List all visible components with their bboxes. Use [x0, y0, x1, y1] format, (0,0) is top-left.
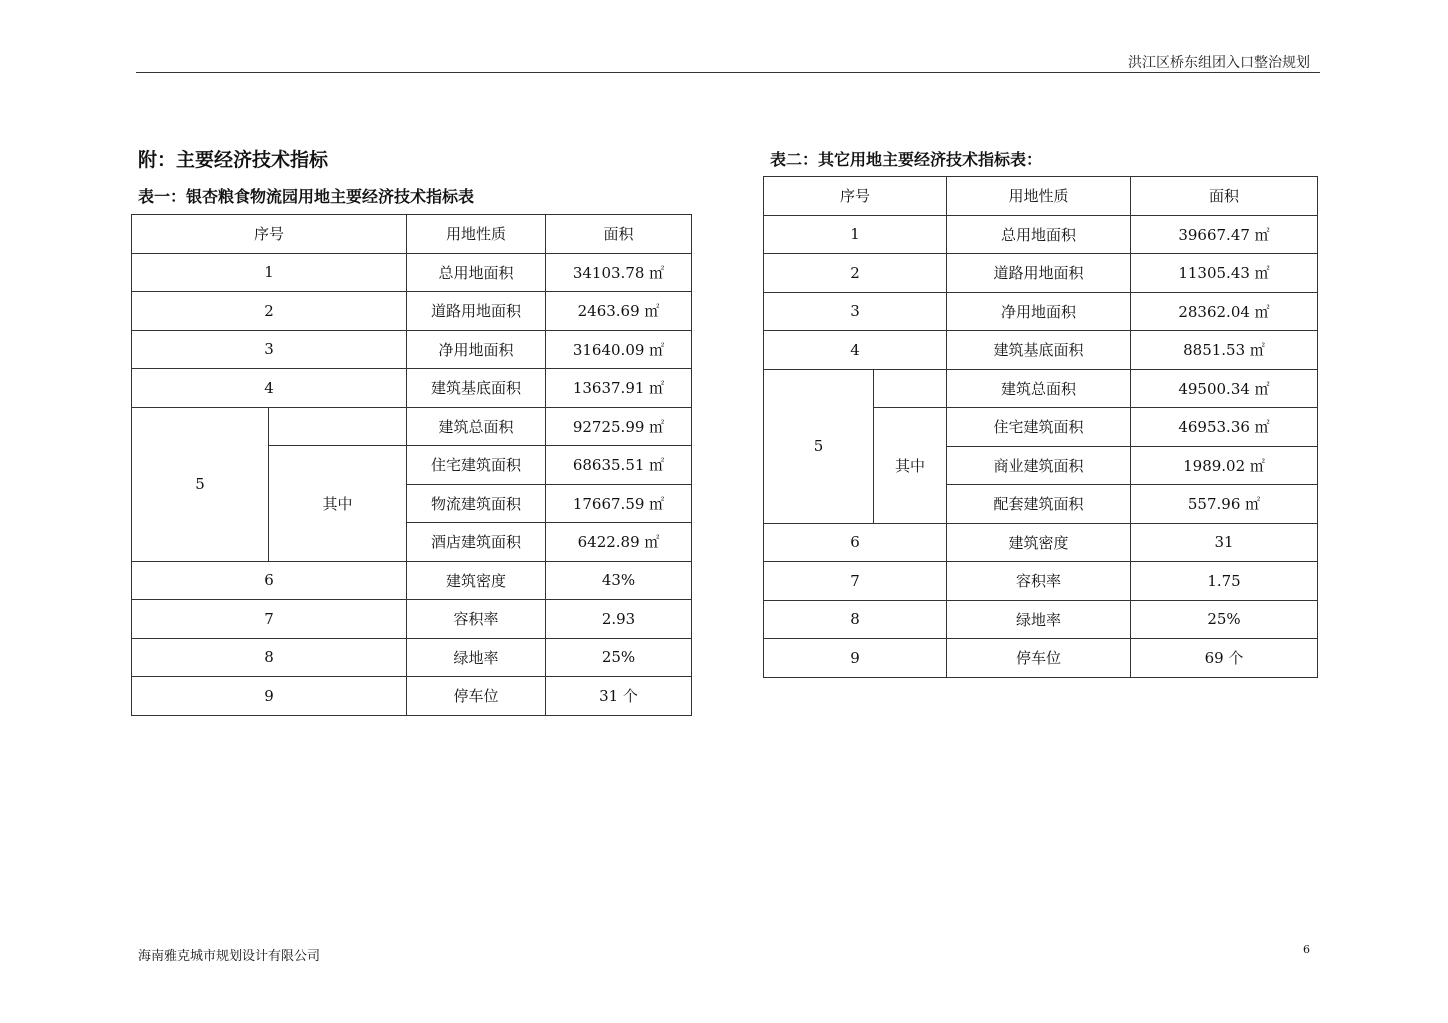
cell-type: 绿地率	[947, 600, 1131, 639]
table-row	[764, 331, 1318, 370]
cell-no: 7	[132, 600, 407, 639]
table-header-row	[764, 177, 1318, 216]
cell-value: 13637.91 ㎡	[546, 369, 692, 408]
cell-type: 商业建筑面积	[947, 446, 1131, 485]
cell-empty	[269, 407, 407, 446]
table-row	[764, 639, 1318, 678]
cell-type: 净用地面积	[947, 292, 1131, 331]
cell-type: 物流建筑面积	[407, 484, 546, 523]
cell-type: 道路用地面积	[407, 292, 546, 331]
cell-value: 25%	[1131, 600, 1318, 639]
cell-type: 道路用地面积	[947, 254, 1131, 293]
cell-no: 3	[132, 330, 407, 369]
cell-value: 34103.78 ㎡	[546, 253, 692, 292]
cell-type: 建筑总面积	[947, 369, 1131, 408]
cell-no: 1	[132, 253, 407, 292]
table-row	[132, 292, 692, 331]
table2-title: 表二：其它用地主要经济技术指标表：	[770, 150, 1043, 169]
cell-value: 39667.47 ㎡	[1131, 215, 1318, 254]
cell-no: 8	[132, 638, 407, 677]
cell-value: 43%	[546, 561, 692, 600]
table-row	[764, 523, 1318, 562]
table-row	[764, 369, 1318, 408]
header-cell-type: 用地性质	[947, 177, 1131, 216]
cell-type: 绿地率	[407, 638, 546, 677]
cell-value: 2463.69 ㎡	[546, 292, 692, 331]
header-cell-area: 面积	[1131, 177, 1318, 216]
table-row	[132, 677, 692, 716]
cell-sub-label: 其中	[269, 446, 407, 562]
cell-type: 净用地面积	[407, 330, 546, 369]
cell-type: 总用地面积	[947, 215, 1131, 254]
cell-value: 1989.02 ㎡	[1131, 446, 1318, 485]
cell-value: 31	[1131, 523, 1318, 562]
cell-value: 92725.99 ㎡	[546, 407, 692, 446]
table-row	[132, 407, 692, 446]
cell-type: 建筑总面积	[407, 407, 546, 446]
table-row	[132, 638, 692, 677]
cell-no: 6	[764, 523, 947, 562]
cell-no: 8	[764, 600, 947, 639]
cell-value: 46953.36 ㎡	[1131, 408, 1318, 447]
table-row	[132, 561, 692, 600]
cell-no: 2	[132, 292, 407, 331]
header-title: 洪江区桥东组团入口整治规划	[1128, 55, 1310, 71]
cell-group-no: 5	[132, 407, 269, 561]
header-cell-no: 序号	[132, 215, 407, 254]
cell-value: 49500.34 ㎡	[1131, 369, 1318, 408]
table-row	[132, 369, 692, 408]
table-row	[764, 254, 1318, 293]
cell-type: 停车位	[407, 677, 546, 716]
main-title: 附：主要经济技术指标	[138, 149, 329, 171]
cell-no: 2	[764, 254, 947, 293]
cell-type: 停车位	[947, 639, 1131, 678]
cell-type: 建筑密度	[947, 523, 1131, 562]
cell-type: 建筑基底面积	[407, 369, 546, 408]
cell-group-no: 5	[764, 369, 874, 523]
cell-value: 68635.51 ㎡	[546, 446, 692, 485]
footer-company: 海南雅克城市规划设计有限公司	[138, 949, 321, 964]
cell-value: 69 个	[1131, 639, 1318, 678]
cell-no: 3	[764, 292, 947, 331]
cell-no: 1	[764, 215, 947, 254]
table-row	[764, 600, 1318, 639]
table2	[763, 176, 1318, 678]
cell-type: 建筑基底面积	[947, 331, 1131, 370]
cell-type: 建筑密度	[407, 561, 546, 600]
cell-no: 9	[132, 677, 407, 716]
cell-type: 容积率	[947, 562, 1131, 601]
cell-value: 557.96 ㎡	[1131, 485, 1318, 524]
cell-type: 住宅建筑面积	[947, 408, 1131, 447]
cell-value: 11305.43 ㎡	[1131, 254, 1318, 293]
header-cell-no: 序号	[764, 177, 947, 216]
cell-no: 6	[132, 561, 407, 600]
table-row	[764, 562, 1318, 601]
cell-value: 1.75	[1131, 562, 1318, 601]
cell-value: 31 个	[546, 677, 692, 716]
header-cell-type: 用地性质	[407, 215, 546, 254]
table-header-row	[132, 215, 692, 254]
table-row	[132, 600, 692, 639]
cell-value: 17667.59 ㎡	[546, 484, 692, 523]
cell-type: 酒店建筑面积	[407, 523, 546, 562]
header-rule	[136, 72, 1320, 73]
cell-no: 4	[132, 369, 407, 408]
cell-type: 总用地面积	[407, 253, 546, 292]
table-row	[132, 253, 692, 292]
header-cell-area: 面积	[546, 215, 692, 254]
cell-value: 25%	[546, 638, 692, 677]
cell-type: 住宅建筑面积	[407, 446, 546, 485]
page-number: 6	[1303, 943, 1310, 956]
cell-value: 2.93	[546, 600, 692, 639]
cell-value: 31640.09 ㎡	[546, 330, 692, 369]
cell-value: 8851.53 ㎡	[1131, 331, 1318, 370]
table-row	[132, 330, 692, 369]
cell-no: 9	[764, 639, 947, 678]
table-row	[764, 292, 1318, 331]
table-row	[764, 215, 1318, 254]
table1-title: 表一：银杏粮食物流园用地主要经济技术指标表	[138, 187, 475, 206]
cell-empty	[874, 369, 947, 408]
cell-no: 7	[764, 562, 947, 601]
cell-type: 配套建筑面积	[947, 485, 1131, 524]
cell-value: 6422.89 ㎡	[546, 523, 692, 562]
table1	[131, 214, 692, 716]
cell-sub-label: 其中	[874, 408, 947, 524]
cell-type: 容积率	[407, 600, 546, 639]
cell-no: 4	[764, 331, 947, 370]
cell-value: 28362.04 ㎡	[1131, 292, 1318, 331]
